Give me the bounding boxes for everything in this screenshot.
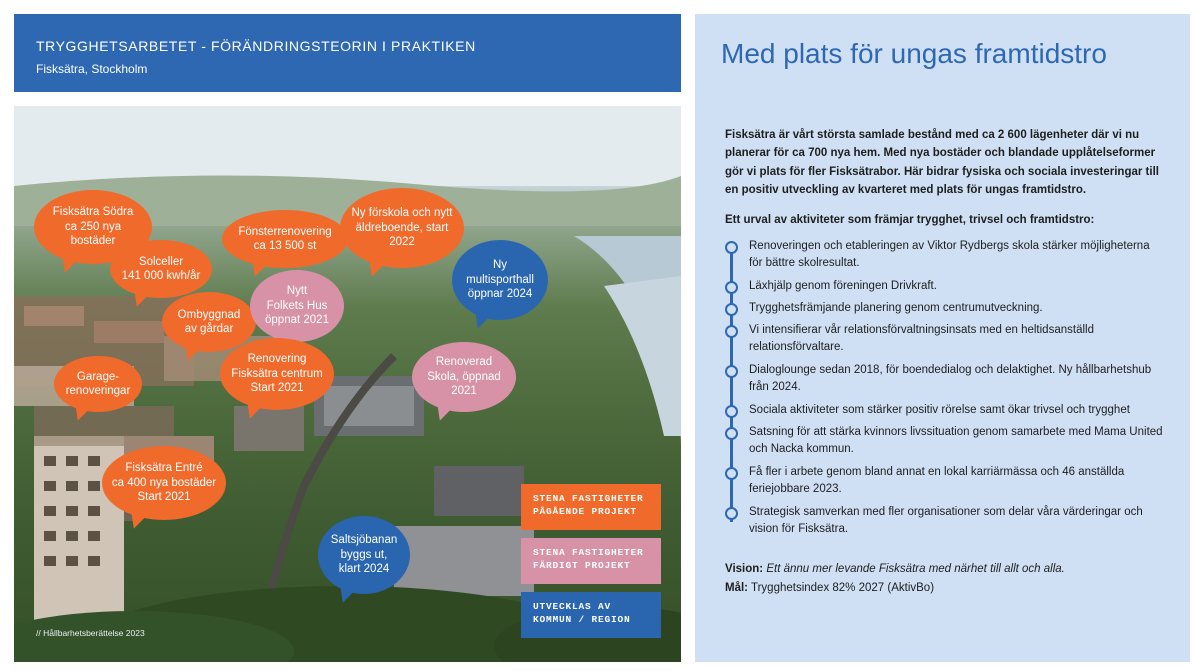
vision-block <box>725 560 1065 598</box>
legend-pagaende-projekt <box>521 484 661 530</box>
info-panel <box>695 14 1190 662</box>
goal-text: Trygghetsindex 82% 2027 (AktivBo) <box>751 581 935 594</box>
timeline-dot-icon <box>725 303 738 316</box>
list-item: Läxhjälp genom föreningen Drivkraft. <box>725 278 1165 300</box>
list-item: Få fler i arbete genom bland annat en lokal karriärmässa och 46 anställda feriejobbare 2023. <box>725 464 1165 504</box>
aerial-photo <box>14 106 681 662</box>
bubble-fonsterrenovering: Fönsterrenovering ca 13 500 st <box>222 210 348 268</box>
bubble-multisporthall: Ny multisporthall öppnar 2024 <box>452 240 548 320</box>
timeline-dot-icon <box>725 325 738 338</box>
header-subtitle: Fisksätra, Stockholm <box>36 62 148 76</box>
list-item: Trygghetsfrämjande planering genom centrumutveckning. <box>725 300 1165 322</box>
list-item: Satsning för att stärka kvinnors livssituation genom samarbete med Mama United och Nacka kommun. <box>725 424 1165 464</box>
bubble-renoverad-skola: Renoverad Skola, öppnad 2021 <box>412 342 516 412</box>
bubble-saltsjobanan: Saltsjöbanan byggs ut, klart 2024 <box>318 516 410 594</box>
goal-label: Mål: <box>725 581 748 594</box>
panel-title: Med plats för ungas framtidstro <box>721 38 1107 69</box>
activities-heading: Ett urval av aktiviteter som främjar trygghet, trivsel och framtidstro: <box>725 214 1095 226</box>
activities-timeline <box>725 238 1165 544</box>
legend-pagaende-label: STENA FASTIGHETER PÅGÅENDE PROJEKT <box>533 493 644 517</box>
timeline-dot-icon <box>725 241 738 254</box>
bubble-renovering-centrum: Renovering Fisksätra centrum Start 2021 <box>220 338 334 410</box>
legend-fardigt-label: STENA FASTIGHETER FÄRDIGT PROJEKT <box>533 547 644 571</box>
bubble-folkets-hus: Nytt Folkets Hus öppnat 2021 <box>250 270 344 342</box>
legend-kommun-label: UTVECKLAS AV KOMMUN / REGION <box>533 601 631 625</box>
timeline-dot-icon <box>725 427 738 440</box>
header-title: TRYGGHETSARBETET - FÖRÄNDRINGSTEORIN I PRAKTIKEN <box>36 38 476 54</box>
vision-text: Ett ännu mer levande Fisksätra med närhet till allt och alla. <box>766 563 1065 575</box>
panel-intro: Fisksätra är vårt största samlade bestånd med ca 2 600 lägenheter där vi nu planerar för ca 700 nya hem. Med nya bostäder och blandade upplåtelseformer gör vi plats för fler Fisksätrabor. Här bidrar fysiska och sociala investeringar till en positiv utveckling av kvarteret med plats för ungas framtidstro. <box>725 129 1159 197</box>
timeline-dot-icon <box>725 405 738 418</box>
timeline-dot-icon <box>725 507 738 520</box>
timeline-dot-icon <box>725 467 738 480</box>
goal-line <box>725 579 1065 598</box>
list-item: Sociala aktiviteter som stärker positiv rörelse samt ökar trivsel och trygghet <box>725 402 1165 424</box>
page-header <box>14 14 681 92</box>
list-item: Vi intensifierar vår relationsförvaltningsinsats med en heltidsanställd relationsförvaltare. <box>725 322 1165 362</box>
bubble-garagerenoveringar: Garage- renoveringar <box>54 356 142 412</box>
vision-label: Vision: <box>725 563 764 575</box>
timeline-dot-icon <box>725 365 738 378</box>
bubble-fisksatra-sodra: Fisksätra Södra ca 250 nya bostäder <box>34 190 152 264</box>
bubble-ombyggnad-gardar: Ombyggnad av gårdar <box>162 292 256 352</box>
bubble-solceller: Solceller 141 000 kwh/år <box>110 240 212 298</box>
list-item: Dialoglounge sedan 2018, för boendedialog och delaktighet. Ny hållbarhetshub från 2024. <box>725 362 1165 402</box>
list-item: Strategisk samverkan med fler organisationer som delar våra värderingar och vision för Fisksätra. <box>725 504 1165 544</box>
legend-kommun-region <box>521 592 661 638</box>
legend-fardigt-projekt <box>521 538 661 584</box>
photo-credit: // Hållbarhetsberättelse 2023 <box>36 628 145 638</box>
bubble-fisksatra-entre: Fisksätra Entré ca 400 nya bostäder Start 2021 <box>102 446 226 520</box>
list-item: Renoveringen och etableringen av Viktor Rydbergs skola stärker möjligheterna för bättre skolresultat. <box>725 238 1165 278</box>
timeline-dot-icon <box>725 281 738 294</box>
vision-line <box>725 560 1065 579</box>
bubble-forskola-aldreboende: Ny förskola och nytt äldreboende, start 2022 <box>340 188 464 268</box>
